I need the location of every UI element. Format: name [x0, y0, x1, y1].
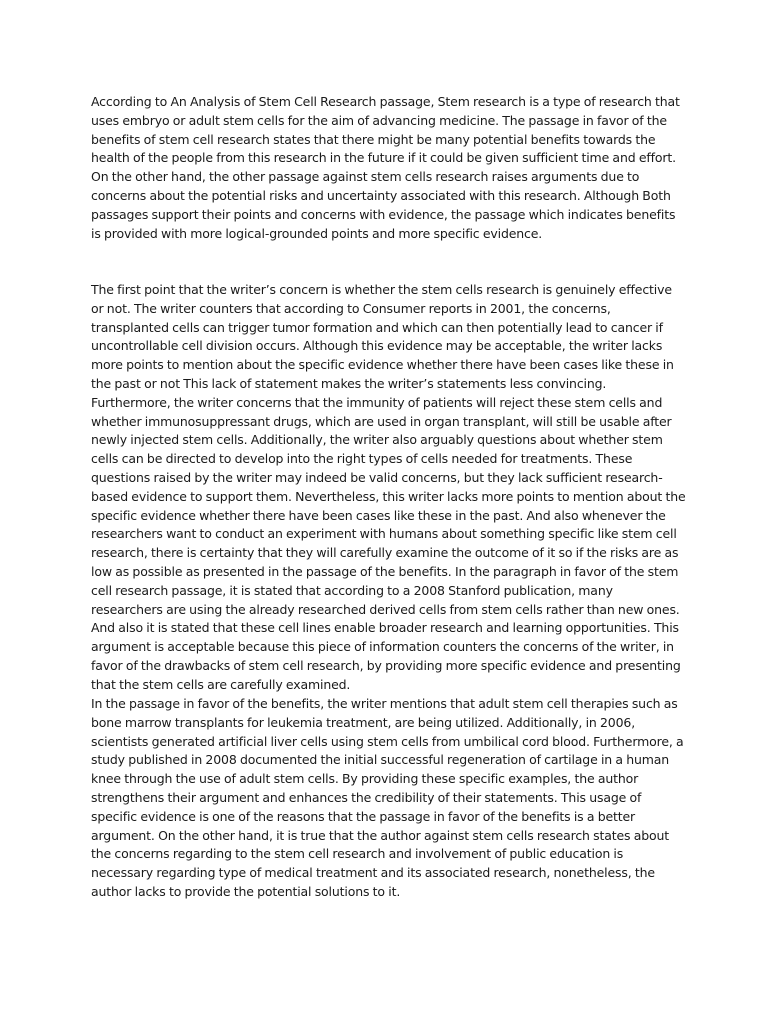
- benefits-paragraph: In the passage in favor of the benefits, the writer mentions that adult stem cell therapies such as bone marrow transplants for leukemia treatment, are being utilized. Additionally, in 2006, scientists generated artificial liver cells using stem cells from umbilical cord blood. Furthermore, a study published in 2008 documented the initial successful regeneration of cartilage in a human knee through the use of adult stem cells. By providing these specific examples, the author strengthens their argument and enhances the credibility of their statements. This usage of specific evidence is one of the reasons that the passage in favor of the benefits is a better argument. On the other hand, it is true that the author against stem cells research states about the concerns regarding to the stem cell research and involvement of public education is necessary regarding type of medical treatment and its associated research, nonetheless, the author lacks to provide the potential solutions to it.: [91, 696, 684, 899]
- intro-paragraph: According to An Analysis of Stem Cell Research passage, Stem research is a type of research that uses embryo or adult stem cells for the aim of advancing medicine. The passage in favor of the benefits of stem cell research states that there might be many potential benefits towards the health of the people from this research in the future if it could be given sufficient time and effort. On the other hand, the other passage against stem cells research raises arguments due to concerns about the potential risks and uncertainty associated with this research. Although Both passages support their points and concerns with evidence, the passage which indicates benefits is provided with more logical-grounded points and more specific evidence.: [91, 94, 680, 241]
- concerns-paragraph: The first point that the writer’s concern is whether the stem cells research is genuinely effective or not. The writer counters that according to Consumer reports in 2001, the concerns, transplanted cells can trigger tumor formation and which can then potentially lead to cancer if uncontrollable cell division occurs. Although this evidence may be acceptable, the writer lacks more points to mention about the specific evidence whether there have been cases like these in the past or not This lack of statement makes the writer’s statements less convincing. Furthermore, the writer concerns that the immunity of patients will reject these stem cells and whether immunosuppressant drugs, which are used in organ transplant, will still be usable after newly injected stem cells. Additionally, the writer also arguably questions about whether stem cells can be directed to develop into the right types of cells needed for treatments. These questions raised by the writer may indeed be valid concerns, but they lack sufficient research-based evidence to support them. Nevertheless, this writer lacks more points to mention about the specific evidence whether there have been cases like these in the past. And also whenever the researchers want to conduct an experiment with humans about something specific like stem cell research, there is certainty that they will carefully examine the outcome of it so if the risks are as low as possible as presented in the passage of the benefits. In the paragraph in favor of the stem cell research passage, it is stated that according to a 2008 Stanford publication, many researchers are using the already researched derived cells from stem cells rather than new ones. And also it is stated that these cell lines enable broader research and learning opportunities. This argument is acceptable because this piece of information counters the concerns of the writer, in favor of the drawbacks of stem cell research, by providing more specific evidence and presenting that the stem cells are carefully examined.: [91, 282, 686, 692]
